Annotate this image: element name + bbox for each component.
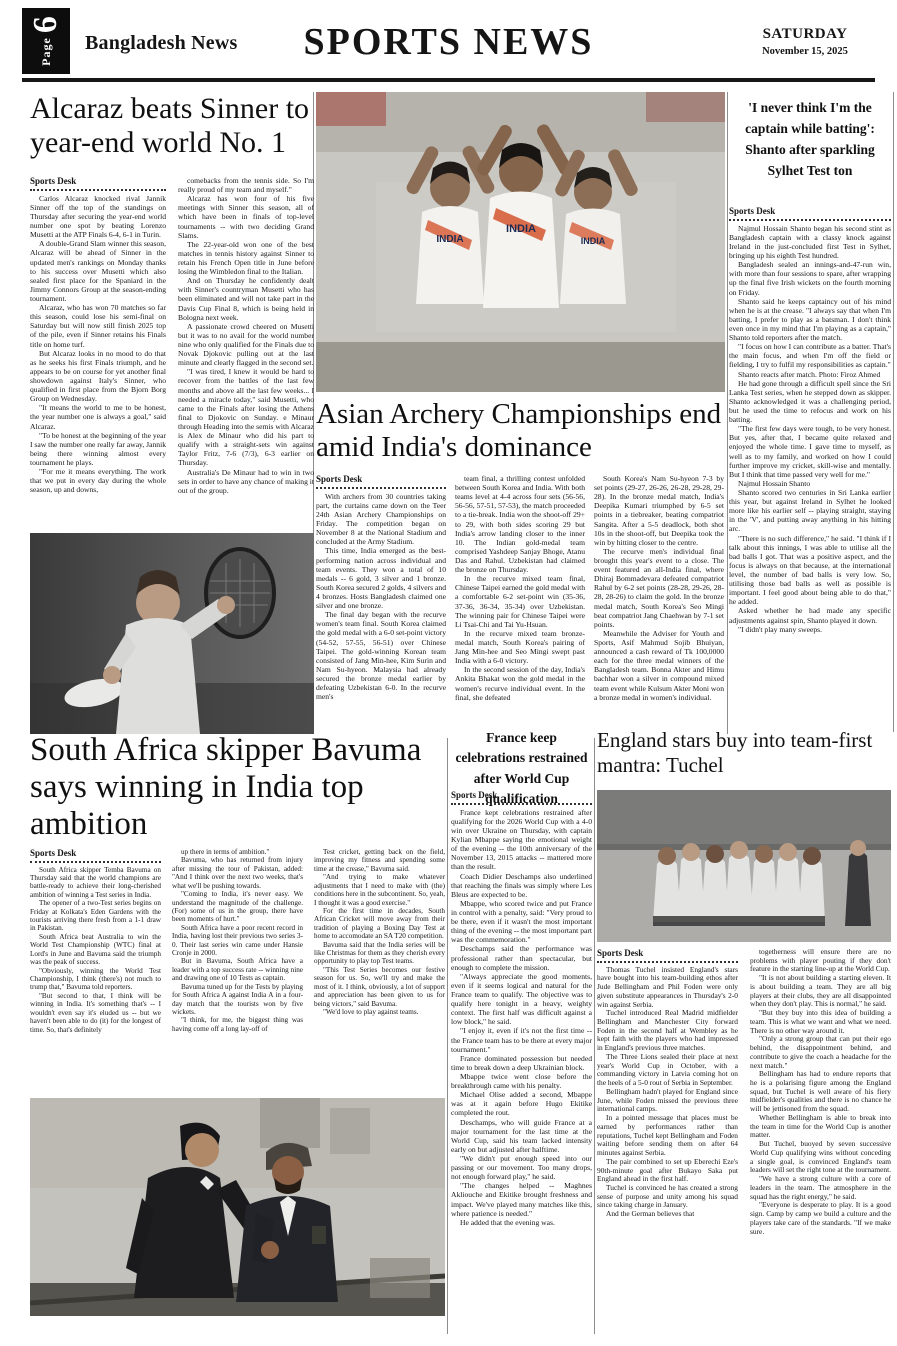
byline-sports-desk: Sports Desk [316, 474, 446, 489]
france-article-text [451, 808, 592, 1227]
paragraph: He added that the evening was. [460, 1217, 555, 1227]
paragraph: And the German believes that [606, 1209, 695, 1219]
paragraph: "It means the world to me to be honest, the year number one is always a goal," said Alcaraz. [30, 403, 166, 431]
paragraph: Deschamps said the performance was professional rather than spectacular, but enough to complete the mission. [451, 944, 592, 972]
archery-column-3 [594, 474, 724, 702]
paragraph: togetherness will ensure there are no problems with player pouting if they don't feature in the starting line-up at the World Cup. [750, 948, 891, 974]
france-article-body [451, 790, 592, 1338]
bavuma-article-body [30, 848, 445, 1092]
paragraph: And on Thursday he confidently dealt with Sinner's countryman Musetti who has been eliminated and will not take part in the Davis Cup Final 8, which is being held in Bologna next week. [178, 276, 314, 322]
paragraph: up there in terms of ambition." [181, 848, 270, 856]
england-headline: England stars buy into team-first mantra: Tuchel [597, 728, 873, 777]
byline-sports-desk: Sports Desk [30, 176, 166, 191]
paragraph: South Africa beat Australia to win the World Test Championship (WTC) final at Lord's in June and Bavuma said the triumph was the peak of success. [30, 932, 161, 967]
archery-article-body [316, 474, 725, 734]
archery-celebration-photo [316, 92, 725, 392]
shanto-headline: 'I never think I'm the captain while batting': Shanto after sparkling Sylhet Test ton [745, 100, 875, 178]
paragraph: "We have a strong culture with a core of leaders in the team. The atmosphere in the squad has the right energy," he said. [750, 1174, 891, 1201]
paragraph: This time, India emerged as the best-performing nation across individual and team events. They won a total of 10 medals -- 6 gold, 3 silver and 1 bronze. South Korea secured 2 golds, 4 silvers and 4 bronzes. Hosts Bangladesh claimed one silver and one bronze. [316, 546, 446, 611]
paragraph: He had gone through a difficult spell since the Sri Lanka Test series, when he stepped down as skipper. Shanto acknowledged it was a challenging period, but he used the time to refocus and work on his batting. [729, 378, 891, 425]
paragraph: But Alcaraz looks in no mood to do that as he seeks his first Finals triumph, and he appears to be on course for yet another final showdown against Italy's Sinner, who qualified in first place from the Bjorn Borg Group on Wednesday. [30, 348, 166, 404]
tennis-photo-graphic [30, 533, 314, 734]
france-headline: France keep celebrations restrained after World Cup qualification [455, 730, 588, 806]
paragraph: In the recurve mixed team final, Chinese Taipei earned the gold medal with a comfortable 6-2 set-point win (35-36, 37-36, 36-34, 35-34) over Uzbekistan. The winning pair for Chinese Taipei were Li Tsai-Chi and Tai Yu-Hsuan. [455, 574, 585, 629]
header-divider [22, 78, 875, 82]
paragraph: Deschamps, who will guide France at a major tournament for the last time at the World Cup, said his team lacked intensity early on but adjusted after halftime. [451, 1117, 592, 1154]
column-divider [594, 738, 595, 1334]
paragraph: The 22-year-old won one of the best matches in tennis history against Sinner to retain his French Open title in June before losing the Wimbledon final to the Italian. [178, 239, 314, 277]
paragraph: Shanto reacts after match. Photo: Firoz Ahmed [738, 369, 881, 379]
paragraph: Bavuma said that the India series will be like Christmas for them as they cherish every opportunity to play top Test teams. [314, 940, 445, 966]
paragraph: "But second to that, I think will be winning in India. It's something that's -- I wouldn't even say it's eluded us -- but we haven't been able to do (it) for the longest of time. So, that's definitely [30, 991, 161, 1034]
paragraph: "To be honest at the beginning of the year I saw the number one really far away, Jannik being there winning almost every tournament he plays. [30, 430, 166, 467]
byline-sports-desk: Sports Desk [30, 848, 161, 863]
byline-sports-desk: Sports Desk [597, 948, 738, 963]
paragraph: "Only a strong group that can put their ego behind, the disappointment behind, and contribute to give the coach a headache for the next match." [750, 1034, 891, 1070]
paragraph: team final, a thrilling contest unfolded between South Korea and India. With both teams level at 4-4 across four sets (56-56, 56-56, 57-51, 57-53), the match proceeded to a tie-break. India won the shoot-off 29+ to 29, with both sides scoring 29 but India's arrow landing closer to the inner 10. The Indian gold-medal team comprised Yashdeep Sanjay Bhoge, Atanu Das and Rahul. Uzbekistan had claimed the bronze on Thursday. [455, 474, 585, 575]
newspaper-brand: Bangladesh News [85, 32, 238, 54]
shanto-article-text [729, 224, 891, 634]
shanto-article-body [729, 206, 891, 730]
england-article-body [597, 948, 891, 1340]
archery-column-2 [455, 474, 585, 702]
alcaraz-column-1 [30, 176, 166, 495]
captains-handshake-photo [30, 1098, 445, 1316]
paragraph: Bangladesh sealed an innings-and-47-run win, with more than four sessions to spare, after wrapping up the final five Irish wickets on the fourth morning on Friday. [729, 260, 891, 297]
paragraph: With archers from 30 countries taking part, the curtains came down on the Teer 24th Asian Archery Championships on Friday. The competition began on November 8 at the National Stadium and concluded at the Army Stadium. [316, 491, 446, 547]
paragraph: But in Bavuma, South Africa have a leader with a top success rate -- winning nine and drawing one of 10 Tests as captain. [172, 957, 303, 983]
paragraph: Australia's De Minaur had to win in two sets in order to have any chance of making it out of the group. [178, 467, 314, 495]
alcaraz-column-1-text [30, 194, 166, 495]
archery-column-1-text [316, 492, 446, 702]
jersey-text: INDIA [580, 236, 606, 246]
paragraph: France kept celebrations restrained after qualifying for the 2026 World Cup with a 4-0 win over Ukraine on Thursday, with captain Kylian Mbappe saying the emotional weight of the evening -- the 10th anniversary of the November 13, 2015 attacks -- mattered more than the result. [451, 807, 592, 872]
paragraph: Michael Olise added a second, Mbappe was at it again before Hugo Ekitike completed the rout. [451, 1090, 592, 1118]
paragraph: "Coming to India, it's never easy. We understand the magnitude of the challenge. (For) some of us in the group, there have been moments of hurt." [172, 890, 303, 924]
jersey-text: INDIA [506, 223, 536, 235]
paragraph: South Africa have a poor recent record in India, having lost their previous two series 3-0. Their last series win came under Hansie Cronje in 2000. [172, 923, 303, 958]
paragraph: The final day began with the recurve women's team final. South Korea claimed the gold medal with a 6-0 set-point victory (54-52, 57-55, 56-51) over Chinese Taipei. The gold-winning Korean team consisted of Jang Min-hee, Kim Surin and Nam Su-hyeon. Malaysia had already secured the bronze medal earlier by defeating Uzbekistan 6-0. In the recurve men's [316, 610, 446, 702]
paragraph: "I didn't play many sweeps. [738, 624, 822, 634]
paragraph: "We didn't put enough speed into our passing or our movement. Too many drops, not enough forward play," he said. [451, 1153, 592, 1182]
paragraph: Carlos Alcaraz knocked rival Jannik Sinner off the top of the standings on Thursday after securing the year-end world number one spot by beating Lorenzo Musetti at the ATP Finals 6-4, 6-1 in Turin. [30, 193, 166, 240]
paragraph: "But they buy into this idea of building a team. This is what we want and what we need. There is no other way around it. [750, 1008, 891, 1035]
paragraph: Najmul Hossain Shanto began his second stint as Bangladesh captain with a classy knock against Ireland in the just-concluded first Test in Sylhet, bringing up his eighth Test hundred. [729, 223, 891, 261]
paragraph: "Obviously, winning the World Test Championship, I think (there's) not much to trump that," Bavuma told reporters. [30, 966, 161, 992]
paragraph: "Always appreciate the good moments, even if it seems logical and natural for the France team to qualify. The objective was to qualify here tonight in a heavy, weighty context. The first half was difficult against a low block," he said. [451, 971, 592, 1027]
alcaraz-headline: Alcaraz beats Sinner to year-end world No. 1 [30, 92, 310, 159]
cricket-photo-graphic [30, 1098, 445, 1316]
paragraph: "Everyone is desperate to play. It is a good sign. Camp by camp we build a culture and the players take care of the standards. "If we make sure. [750, 1200, 891, 1236]
paragraph: "I focus on how I can contribute as a batter. That's the main focus, and when I'm off the field or fielding, I try to fulfil my responsibilities as captain." [729, 342, 891, 370]
paragraph: Bellingham hadn't played for England since June, while Foden missed the previous three international camps. [597, 1086, 738, 1114]
bavuma-column-3 [314, 848, 445, 1034]
paragraph: In the recurve mixed team bronze-medal match, South Korea's pairing of Jang Min-hee and Seo Mingi swept past India with a 6-0 victory. [455, 628, 585, 666]
paragraph: Najmul Hossain Shanto [738, 478, 811, 488]
alcaraz-column-2 [178, 176, 314, 495]
paragraph: "I was tired, I knew it would be hard to recover from the battles of the last few months and above all the last few weeks... I needed a miracle today," said Musetti, who came to the Finals after losing the Athens final to Djokovic on Sunday. e Minaur through Heading into the semis with Alcaraz is Alex de Minaur who did his part to qualify with a straight-sets win against Taylor Fritz, 7-6 (7/3), 6-3 earlier on Thursday. [178, 367, 314, 468]
bavuma-column-2 [172, 848, 303, 1034]
paragraph: Tuchel is convinced he has created a strong sense of purpose and unity among his squad since taking charge in January. [597, 1182, 738, 1210]
alcaraz-article-body [30, 176, 314, 528]
page-number: 6 [27, 16, 64, 34]
paragraph: "We'd love to play against teams. [323, 1008, 419, 1017]
byline-sports-desk: Sports Desk [729, 206, 891, 221]
date-label: November 15, 2025 [762, 46, 848, 57]
paragraph: South Africa skipper Temba Bavuma on Thursday said that the world champions are battle-ready to achieve their long-cherished ambition of winning a Test series in India. [30, 865, 161, 899]
archery-photo-graphic [316, 92, 725, 392]
paragraph: The Three Lions sealed their place at next year's World Cup in October, with a commanding victory in Latvia coming hot on the heels of a 5-0 rout of Serbia in September. [597, 1051, 738, 1088]
football-photo-graphic [597, 790, 891, 942]
paragraph: "It is not about building a starting eleven. It is about building a team. They are all big players at their clubs, they are all disappointed when they don't play. This is normal," he said. [750, 973, 891, 1009]
date-block [735, 26, 875, 57]
paragraph: A passionate crowd cheered on Musetti but it was to no avail for the world number nine who only qualified for the Finals due to Novak Djokovic pulling out at the last minute and clearly flagged in the second set. [178, 321, 314, 368]
paragraph: The pair combined to set up Eberechi Eze's 90th-minute goal after Bukayo Saka put England ahead in the first half. [597, 1156, 738, 1184]
paragraph: In a pointed message that places must be earned by performances rather than reputations, Tuchel kept Bellingham and Foden waiting before sending them on after 64 minutes against Serbia. [597, 1113, 738, 1158]
bavuma-headline: South Africa skipper Bavuma says winning in India top ambition [30, 732, 422, 842]
day-label: SATURDAY [762, 26, 848, 42]
paragraph: Bavuma, who has returned from injury after missing the tour of Pakistan, added: "And I think over the next two weeks, that's what we'll be pushing towards. [172, 856, 303, 890]
england-huddle-photo [597, 790, 891, 942]
paragraph: Whether Bellingham is able to break into the team in time for the World Cup is another matter. [750, 1112, 891, 1140]
archery-column-1 [316, 474, 446, 702]
paragraph: "The first few days were tough, to be very honest. But yes, after that, I became quite relaxed and enjoyed the whole time. I gave time to myself, as well as to my family, and worked on how I could further improve my cricket, skill-wise and mentally. But I think that time passed very well for me." [729, 424, 891, 479]
england-column-1-text [597, 966, 738, 1219]
paragraph: "There is no such difference," he said. "I think if I talk about this innings, I was able to utilise all the bad balls I got. That was a positive aspect, and the focus is always on that because, at the international level, the number of bad balls is very low. So, utilising those bad balls as well as possible is important. I feel good about being able to do that," he added. [729, 533, 891, 607]
paragraph: "For me it means everything. The work that we put in every day during the whole season, up and downs, [30, 467, 166, 495]
column-divider [727, 92, 728, 734]
paragraph: Thomas Tuchel insisted England's stars have bought into his team-building ethos after Jude Bellingham and Phil Foden were only given substitute appearances in Thursday's 2-0 win against Serbia. [597, 964, 738, 1009]
paragraph: Mbappe, who scored twice and put France in control with a penalty, said: "Very proud to be there, even if it wasn't the most important thing of the evening -- the most important part was the commemoration." [451, 898, 592, 945]
paragraph: Shanto scored two centuries in Sri Lanka earlier this year, but against Ireland in Sylhet he looked more like his earlier self -- playing straight, staying in the 'V', and putting away anything in his hitting arc. [729, 487, 891, 534]
paragraph: South Korea's Nam Su-hyeon 7-3 by set points (29-27, 26-26, 26-28, 29-28, 29-28). In the bronze medal match, India's Deepika Kumari triumphed by 6-5 set points in a tiebreaker, beating compatriot Sangita. After a 5-5 deadlock, both shot 10s in the shoot-off, but Deepika took the win by hitting closer to the centre. [594, 474, 724, 547]
column-divider [893, 92, 894, 732]
paragraph: comebacks from the tennis side. So I'm really proud of my team and myself." [178, 176, 314, 195]
paragraph: Alcaraz has won four of his five meetings with Sinner this season, all of which have been in finals of top-level tournaments -- with two deciding Grand Slams. [178, 194, 314, 240]
paragraph: Tuchel introduced Real Madrid midfielder Bellingham and Manchester City forward Foden in the second half at Wembley as he kept faith with the players who had impressed in England's previous three matches. [597, 1008, 738, 1053]
paragraph: "I enjoy it, even if it's not the first time -- the France team has to be there at every major tournament." [451, 1026, 592, 1054]
paragraph: Alcaraz, who has won 70 matches so far this season, could lose his semi-final on Saturday but will now still finish 2025 top of the pile, even if Sinner retains his Finals title on home turf. [30, 303, 166, 349]
paragraph: For the first time in decades, South African Cricket will move away from their tradition of playing a Boxing Day Test at home to accomodate an SA T20 competition. [314, 906, 445, 941]
england-column-2 [750, 948, 891, 1236]
paragraph: The recurve men's individual final brought this year's event to a close. The event featured an all-India final, where Dhiraj Bommadevara defeated compatriot Rahul by 6-2 set points (28-28, 29-26, 28-28, 28-26) to claim the gold. In the bronze medal match, South Korea's Seo Mingi beat compatriot Jang Chaehwan by 7-1 set points. [594, 546, 724, 629]
paragraph: France dominated possession but needed time to break down a deep Ukrainian block. [451, 1053, 592, 1072]
paragraph: "This Test Series becomes our festive season for us. So, we'll try and make the most of it. I think, obviously, a lot of support and appreciation has been given to us for being victors," said Bavuma. [314, 965, 445, 1008]
paragraph: "I think, for me, the biggest thing was having come off a long lay-off of [172, 1016, 303, 1033]
paragraph: Asked whether he had made any specific adjustments against spin, Shanto played it down. [729, 606, 891, 625]
paragraph: Meanwhile the Adviser for Youth and Sports, Asif Mahmud Sojib Bhuiyan, announced a cash reward of Tk 100,0000 each for the three medal winners of the Bangladesh team. Bonna Akter and Himu bachhar won a silver in compound mixed team event while Kulsum Akter Moni won a bronze medal in women's individual. [594, 628, 724, 702]
paragraph: Bavuma tuned up for the Tests by playing for South Africa A against India A in a four-day match that the tourists won by five wickets. [172, 982, 303, 1017]
alcaraz-tennis-photo [30, 533, 314, 734]
paragraph: Coach Didier Deschamps also underlined that reaching the finals was simply where Les Bleus are expected to be. [451, 871, 592, 899]
byline-sports-desk: Sports Desk [451, 790, 592, 805]
paragraph: "The changes helped -- Maghnes Akliouche and Ekitike brought freshness and impact. We've played many matches like this, where patience is needed." [451, 1181, 592, 1218]
paragraph: A double-Grand Slam winner this season, Alcaraz will be ahead of Sinner in the updated men's rankings on Monday thanks to his success over Musetti which also sealed first place for the Spaniard in the Jimmy Connors Group at the season-ending tournament. [30, 239, 166, 303]
jersey-text: INDIA [436, 234, 464, 245]
paragraph: Mbappe twice went close before the breakthrough came with his penalty. [451, 1071, 592, 1091]
paragraph: Test cricket, getting back on the field, improving my fitness and spending some time at the crease," Bavuma said. [314, 848, 445, 873]
paragraph: "And trying to make whatever adjustments that I need to make with (the) conditions here in the subcontinent. So, yeah, I thought it was a good exercise." [314, 873, 445, 907]
paragraph: In the second session of the day, India's Ankita Bhakat won the gold medal in the women's recurve individual event. In the final, she defeated [455, 665, 585, 702]
bavuma-column-1-text [30, 866, 161, 1034]
page-word: Page [39, 37, 53, 66]
archery-headline: Asian Archery Championships end amid India's dominance [316, 398, 722, 464]
paragraph: But Tuchel, buoyed by seven successive World Cup qualifying wins without conceding a single goal, is convinced England's team leaders will set the right tone at the tournament. [750, 1139, 891, 1175]
paragraph: Shanto said he keeps captaincy out of his mind when he is at the crease. "I always say that when I'm batting, I prefer to play as a batsman. I don't think even once in my mind that I'm playing as a captain," Shanto told reporters after the match. [729, 296, 891, 343]
england-column-1 [597, 948, 738, 1236]
paragraph: Bellingham has had to endure reports that he is a polarising figure among the England squad, but Tuchel is well aware of his fiery midfielder's qualities and there is no chance he will be jettisoned from the squad. [750, 1069, 891, 1114]
bavuma-column-1 [30, 848, 161, 1034]
paragraph: The opener of a two-Test series begins on Friday at Kolkata's Eden Gardens with the tourists arriving there fresh from a 1-1 draw in Pakistan. [30, 899, 161, 933]
section-masthead: SPORTS NEWS [303, 21, 594, 63]
